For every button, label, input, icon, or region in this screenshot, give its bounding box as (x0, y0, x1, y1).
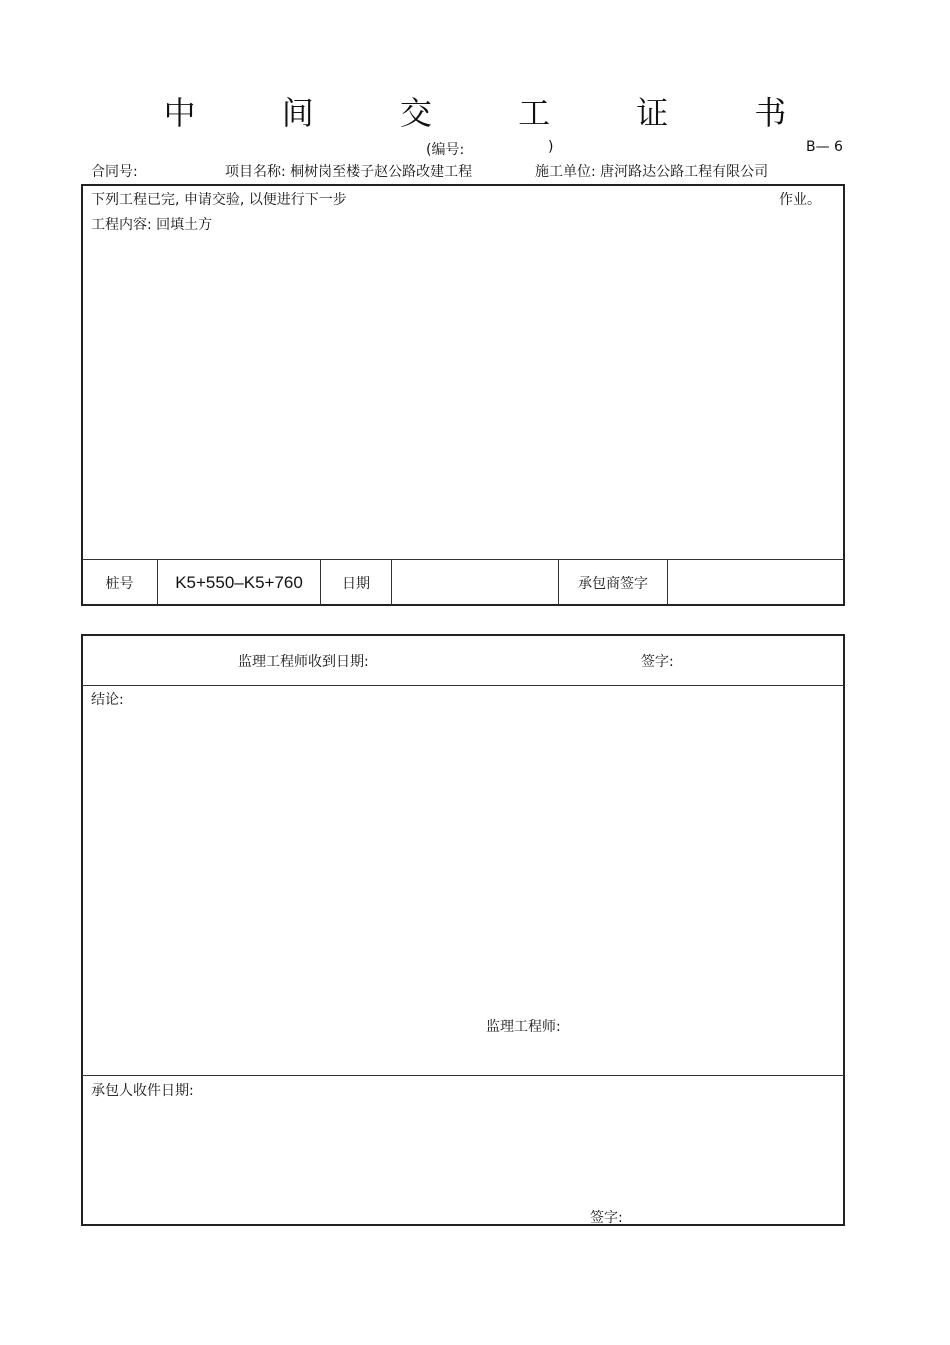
contractor-received-date-label: 承包人收件日期: (91, 1083, 194, 1099)
contractor-signature-label: 承包商签字 (578, 575, 648, 592)
station-label: 桩号 (105, 575, 134, 592)
engineer-signature-label: 签字: (641, 654, 674, 670)
bottom-signature-label: 签字: (590, 1210, 623, 1226)
row-divider (82, 1075, 844, 1076)
station-value: K5+550–K5+760 (175, 572, 303, 592)
conclusion-label: 结论: (91, 692, 124, 708)
review-section (81, 634, 845, 1226)
serial-number-close: ) (548, 139, 554, 155)
work-content-label: 工程内容: 回填土方 (91, 217, 213, 233)
request-suffix: 作业。 (779, 192, 821, 208)
row-divider (82, 685, 844, 686)
construction-unit-label: 施工单位: 唐河路达公路工程有限公司 (535, 164, 769, 180)
date-label: 日期 (342, 575, 370, 592)
contractor-signature-value[interactable] (668, 560, 843, 605)
date-value[interactable] (392, 560, 558, 605)
engineer-received-date-label: 监理工程师收到日期: (238, 654, 369, 670)
application-section (81, 184, 845, 606)
form-code: B— 6 (806, 139, 843, 155)
request-text: 下列工程已完, 申请交验, 以便进行下一步 (91, 192, 347, 208)
document-title: 中 间 交 工 证 书 (163, 94, 825, 132)
project-name-label: 项目名称: 桐树岗至楼子赵公路改建工程 (225, 164, 473, 180)
supervising-engineer-label: 监理工程师: (486, 1019, 561, 1035)
serial-number-label: (编号: (426, 142, 465, 158)
contract-number-label: 合同号: (91, 164, 138, 180)
